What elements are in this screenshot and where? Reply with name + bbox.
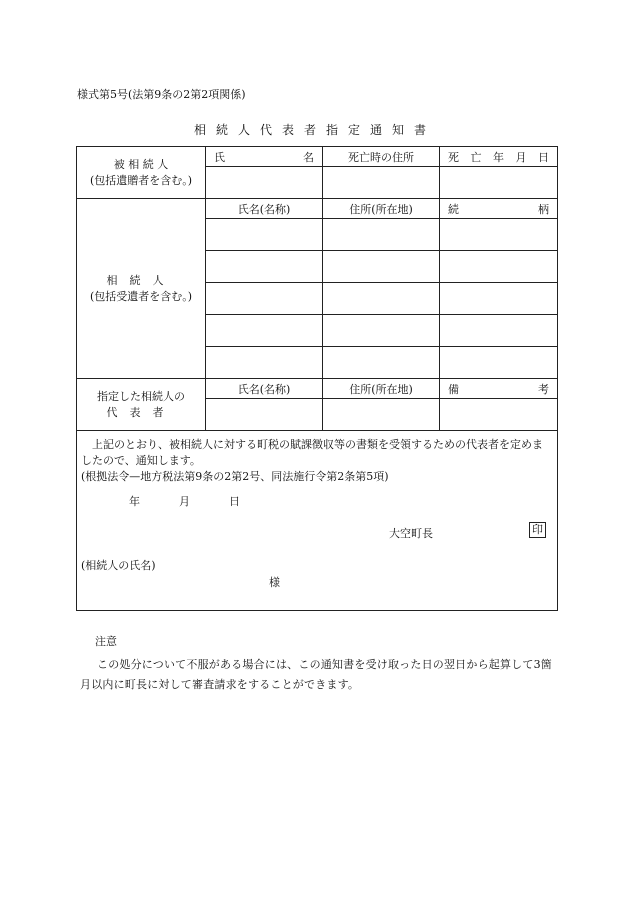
decedent-date-cell[interactable]	[440, 167, 558, 199]
notice-basis: (根拠法令—地方税法第9条の2第2号、同法施行令第2条第5項)	[81, 470, 389, 483]
heirs-label	[77, 199, 206, 379]
notes-title: 注意	[95, 635, 117, 648]
decedent-col-address: 死亡時の住所	[323, 147, 440, 167]
heirs-col-name: 氏名(名称)	[206, 199, 323, 219]
heir-relation-cell[interactable]	[440, 251, 558, 283]
month-label: 月	[179, 495, 190, 508]
year-label: 年	[129, 495, 140, 508]
heir-address-cell[interactable]	[323, 219, 440, 251]
heir-name-cell[interactable]	[206, 315, 323, 347]
representative-col-name: 氏名(名称)	[206, 379, 323, 399]
heir-name-label: (相続人の氏名)	[81, 559, 156, 572]
representative-label-line1: 指定した相続人の	[97, 389, 185, 403]
document-title: 相続人代表者指定通知書	[193, 123, 436, 137]
mayor-title: 大空町長	[389, 527, 433, 540]
heirs-label-line1: 相続人	[106, 273, 176, 287]
notice-body: 上記のとおり、被相続人に対する町税の賦課徴収等の書類を受領するための代表者を定めましたので、通知します。	[81, 438, 543, 467]
notice-section	[77, 431, 558, 611]
heir-address-cell[interactable]	[323, 251, 440, 283]
heir-address-cell[interactable]	[323, 283, 440, 315]
day-label: 日	[229, 495, 240, 508]
seal-mark: 印	[529, 522, 546, 538]
decedent-col-date: 死亡年月日	[440, 147, 558, 167]
decedent-label	[77, 147, 206, 199]
representative-name-cell[interactable]	[206, 399, 323, 431]
decedent-name-cell[interactable]	[206, 167, 323, 199]
heirs-col-relation: 続柄	[440, 199, 558, 219]
form-number: 様式第5号(法第9条の2第2項関係)	[77, 88, 246, 101]
representative-col-address: 住所(所在地)	[323, 379, 440, 399]
representative-label-line2: 代表者	[106, 405, 176, 419]
heir-name-cell[interactable]	[206, 251, 323, 283]
representative-col-remarks: 備考	[440, 379, 558, 399]
decedent-col-name: 氏名	[206, 147, 323, 167]
honorific-sama: 様	[269, 576, 280, 589]
representative-label	[77, 379, 206, 431]
issue-date	[129, 493, 279, 509]
heir-relation-cell[interactable]	[440, 347, 558, 379]
heirs-col-address: 住所(所在地)	[323, 199, 440, 219]
decedent-label-line1: 被 相 続 人	[113, 157, 169, 171]
heir-relation-cell[interactable]	[440, 315, 558, 347]
decedent-label-line2: (包括遺贈者を含む。)	[89, 173, 193, 187]
heir-name-cell[interactable]	[206, 283, 323, 315]
heir-relation-cell[interactable]	[440, 283, 558, 315]
heir-name-cell[interactable]	[206, 219, 323, 251]
notice-form-table	[76, 146, 558, 611]
heir-address-cell[interactable]	[323, 315, 440, 347]
heir-address-cell[interactable]	[323, 347, 440, 379]
notes-body: この処分について不服がある場合には、この通知書を受け取った日の翌日から起算して3箇月以内に町長に対して審査請求をすることができます。	[80, 658, 552, 691]
heir-name-cell[interactable]	[206, 347, 323, 379]
heirs-label-line2: (包括受遺者を含む。)	[89, 289, 193, 303]
representative-address-cell[interactable]	[323, 399, 440, 431]
heir-relation-cell[interactable]	[440, 219, 558, 251]
representative-remarks-cell[interactable]	[440, 399, 558, 431]
decedent-address-cell[interactable]	[323, 167, 440, 199]
